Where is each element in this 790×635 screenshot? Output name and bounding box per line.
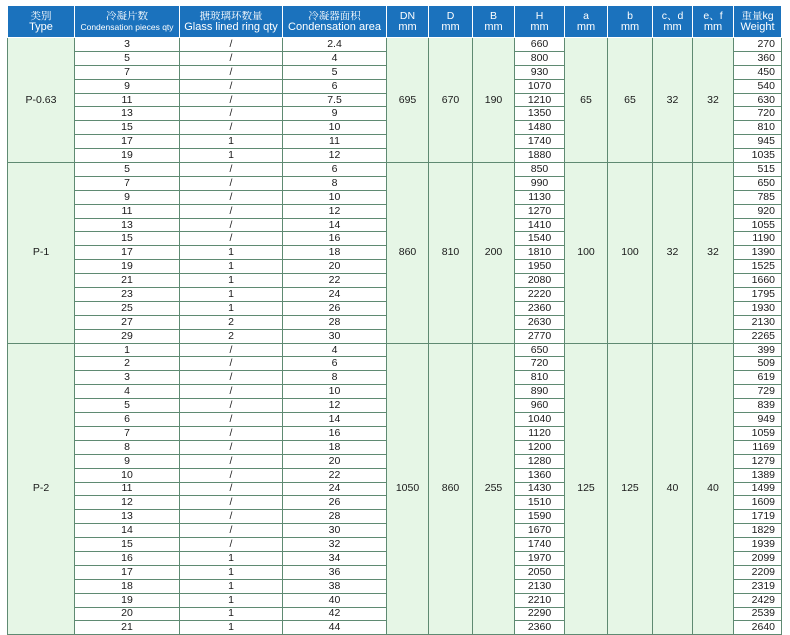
area-cell: 30 [283, 524, 387, 538]
h-cell: 960 [515, 399, 565, 413]
header-ef-en: mm [703, 21, 723, 33]
header-rings-cn: 搪玻璃环数量 [199, 10, 263, 22]
rings-cell: / [180, 232, 283, 246]
h-cell: 1590 [515, 510, 565, 524]
pieces-cell: 21 [75, 274, 180, 288]
header-dn-en: mm [398, 21, 417, 33]
weight-cell: 920 [734, 204, 782, 218]
header-type [8, 6, 75, 38]
area-cell: 6 [283, 163, 387, 177]
rings-cell: 1 [180, 288, 283, 302]
weight-cell: 450 [734, 65, 782, 79]
pieces-cell: 3 [75, 38, 180, 52]
weight-cell: 1829 [734, 524, 782, 538]
pieces-cell: 29 [75, 329, 180, 343]
header-cd [653, 6, 693, 38]
pieces-cell: 11 [75, 93, 180, 107]
pieces-cell: 18 [75, 579, 180, 593]
area-cell: 10 [283, 190, 387, 204]
cd-cell: 40 [653, 343, 693, 635]
h-cell: 800 [515, 51, 565, 65]
area-cell: 12 [283, 204, 387, 218]
weight-cell: 360 [734, 51, 782, 65]
pieces-cell: 15 [75, 232, 180, 246]
b-dim-cell: 125 [608, 343, 653, 635]
weight-cell: 2265 [734, 329, 782, 343]
h-cell: 1280 [515, 454, 565, 468]
condenser-spec-table [7, 5, 782, 635]
area-cell: 4 [283, 343, 387, 357]
rings-cell: / [180, 413, 283, 427]
b-dim-cell: 65 [608, 38, 653, 163]
pieces-cell: 27 [75, 315, 180, 329]
header-b-cn: B [489, 10, 497, 22]
rings-cell: / [180, 93, 283, 107]
weight-cell: 540 [734, 79, 782, 93]
h-cell: 1540 [515, 232, 565, 246]
header-pieces-en: Condensation pieces qty [80, 21, 174, 32]
rings-cell: 1 [180, 135, 283, 149]
weight-cell: 1660 [734, 274, 782, 288]
header-weight-en: Weight [740, 21, 775, 33]
weight-cell: 2209 [734, 565, 782, 579]
weight-cell: 1499 [734, 482, 782, 496]
h-cell: 2210 [515, 593, 565, 607]
weight-cell: 2539 [734, 607, 782, 621]
weight-cell: 1939 [734, 538, 782, 552]
rings-cell: 1 [180, 551, 283, 565]
pieces-cell: 5 [75, 51, 180, 65]
area-cell: 6 [283, 357, 387, 371]
pieces-cell: 14 [75, 524, 180, 538]
area-cell: 5 [283, 65, 387, 79]
h-cell: 1970 [515, 551, 565, 565]
table-row [8, 163, 782, 177]
weight-cell: 1169 [734, 440, 782, 454]
area-cell: 11 [283, 135, 387, 149]
h-cell: 930 [515, 65, 565, 79]
area-cell: 24 [283, 288, 387, 302]
header-d-cn: D [446, 10, 455, 22]
header-dn-cn: DN [399, 10, 416, 22]
rings-cell: 1 [180, 246, 283, 260]
weight-cell: 2099 [734, 551, 782, 565]
header-weight-cn: 重量kg [741, 10, 774, 22]
header-h [515, 6, 565, 38]
weight-cell: 2429 [734, 593, 782, 607]
d-cell: 860 [429, 343, 473, 635]
area-cell: 7.5 [283, 93, 387, 107]
a-cell: 100 [565, 163, 608, 344]
pieces-cell: 20 [75, 607, 180, 621]
rings-cell: 1 [180, 149, 283, 163]
dn-cell: 1050 [387, 343, 429, 635]
h-cell: 2360 [515, 301, 565, 315]
h-cell: 1740 [515, 135, 565, 149]
rings-cell: / [180, 371, 283, 385]
pieces-cell: 19 [75, 260, 180, 274]
rings-cell: / [180, 440, 283, 454]
area-cell: 14 [283, 413, 387, 427]
area-cell: 22 [283, 274, 387, 288]
header-area-cn: 冷凝器面积 [308, 10, 361, 22]
weight-cell: 949 [734, 413, 782, 427]
area-cell: 18 [283, 440, 387, 454]
h-cell: 1430 [515, 482, 565, 496]
h-cell: 1070 [515, 79, 565, 93]
table-header [8, 6, 782, 38]
h-cell: 2290 [515, 607, 565, 621]
pieces-cell: 6 [75, 413, 180, 427]
table-body [8, 38, 782, 635]
header-rings-en: Glass lined ring qty [184, 21, 278, 33]
pieces-cell: 5 [75, 399, 180, 413]
area-cell: 44 [283, 621, 387, 635]
cd-cell: 32 [653, 38, 693, 163]
pieces-cell: 17 [75, 135, 180, 149]
h-cell: 1670 [515, 524, 565, 538]
weight-cell: 650 [734, 176, 782, 190]
weight-cell: 619 [734, 371, 782, 385]
h-cell: 1810 [515, 246, 565, 260]
area-cell: 18 [283, 246, 387, 260]
pieces-cell: 13 [75, 107, 180, 121]
pieces-cell: 4 [75, 385, 180, 399]
h-cell: 1360 [515, 468, 565, 482]
weight-cell: 1609 [734, 496, 782, 510]
area-cell: 16 [283, 232, 387, 246]
rings-cell: / [180, 121, 283, 135]
weight-cell: 1035 [734, 149, 782, 163]
h-cell: 1210 [515, 93, 565, 107]
header-dn [387, 6, 429, 38]
pieces-cell: 17 [75, 565, 180, 579]
b-cell: 255 [473, 343, 515, 635]
header-d-en: mm [441, 21, 460, 33]
header-weight [734, 6, 782, 38]
weight-cell: 1055 [734, 218, 782, 232]
pieces-cell: 17 [75, 246, 180, 260]
weight-cell: 1190 [734, 232, 782, 246]
area-cell: 10 [283, 121, 387, 135]
weight-cell: 1059 [734, 426, 782, 440]
rings-cell: 1 [180, 579, 283, 593]
pieces-cell: 19 [75, 149, 180, 163]
h-cell: 1410 [515, 218, 565, 232]
h-cell: 1480 [515, 121, 565, 135]
header-rings [180, 6, 283, 38]
area-cell: 20 [283, 454, 387, 468]
ef-cell: 32 [693, 38, 734, 163]
area-cell: 28 [283, 315, 387, 329]
rings-cell: 1 [180, 274, 283, 288]
h-cell: 2770 [515, 329, 565, 343]
weight-cell: 1279 [734, 454, 782, 468]
pieces-cell: 19 [75, 593, 180, 607]
header-h-cn: H [535, 10, 544, 22]
area-cell: 6 [283, 79, 387, 93]
weight-cell: 2130 [734, 315, 782, 329]
rings-cell: 1 [180, 621, 283, 635]
h-cell: 850 [515, 163, 565, 177]
pieces-cell: 13 [75, 218, 180, 232]
header-ef-cn: e、f [703, 10, 723, 22]
b-cell: 200 [473, 163, 515, 344]
pieces-cell: 9 [75, 190, 180, 204]
rings-cell: / [180, 426, 283, 440]
rings-cell: / [180, 51, 283, 65]
spec-table-container [7, 5, 781, 634]
area-cell: 4 [283, 51, 387, 65]
header-area-en: Condensation area [288, 21, 381, 33]
rings-cell: / [180, 496, 283, 510]
cd-cell: 32 [653, 163, 693, 344]
rings-cell: 1 [180, 301, 283, 315]
h-cell: 2220 [515, 288, 565, 302]
h-cell: 1270 [515, 204, 565, 218]
a-cell: 125 [565, 343, 608, 635]
weight-cell: 810 [734, 121, 782, 135]
pieces-cell: 15 [75, 121, 180, 135]
rings-cell: / [180, 468, 283, 482]
h-cell: 1950 [515, 260, 565, 274]
pieces-cell: 12 [75, 496, 180, 510]
area-cell: 42 [283, 607, 387, 621]
rings-cell: 1 [180, 607, 283, 621]
header-bb [608, 6, 653, 38]
header-d [429, 6, 473, 38]
type-cell: P-0.63 [8, 38, 75, 163]
weight-cell: 1389 [734, 468, 782, 482]
weight-cell: 399 [734, 343, 782, 357]
table-row [8, 343, 782, 357]
h-cell: 990 [515, 176, 565, 190]
weight-cell: 1390 [734, 246, 782, 260]
dn-cell: 860 [387, 163, 429, 344]
area-cell: 24 [283, 482, 387, 496]
b-dim-cell: 100 [608, 163, 653, 344]
rings-cell: / [180, 385, 283, 399]
rings-cell: / [180, 190, 283, 204]
h-cell: 2130 [515, 579, 565, 593]
pieces-cell: 16 [75, 551, 180, 565]
h-cell: 2630 [515, 315, 565, 329]
h-cell: 1510 [515, 496, 565, 510]
rings-cell: 2 [180, 329, 283, 343]
rings-cell: / [180, 510, 283, 524]
rings-cell: / [180, 38, 283, 52]
area-cell: 12 [283, 399, 387, 413]
header-type-cn: 类别 [30, 10, 52, 22]
header-row [8, 6, 782, 38]
area-cell: 8 [283, 371, 387, 385]
pieces-cell: 9 [75, 454, 180, 468]
area-cell: 12 [283, 149, 387, 163]
rings-cell: / [180, 482, 283, 496]
weight-cell: 1795 [734, 288, 782, 302]
rings-cell: 1 [180, 593, 283, 607]
h-cell: 660 [515, 38, 565, 52]
rings-cell: / [180, 454, 283, 468]
weight-cell: 270 [734, 38, 782, 52]
rings-cell: / [180, 524, 283, 538]
weight-cell: 839 [734, 399, 782, 413]
rings-cell: / [180, 176, 283, 190]
header-cd-en: mm [663, 21, 682, 33]
weight-cell: 1525 [734, 260, 782, 274]
pieces-cell: 15 [75, 538, 180, 552]
header-b [473, 6, 515, 38]
area-cell: 34 [283, 551, 387, 565]
area-cell: 8 [283, 176, 387, 190]
area-cell: 14 [283, 218, 387, 232]
weight-cell: 1719 [734, 510, 782, 524]
pieces-cell: 11 [75, 204, 180, 218]
h-cell: 890 [515, 385, 565, 399]
pieces-cell: 23 [75, 288, 180, 302]
h-cell: 1040 [515, 413, 565, 427]
weight-cell: 630 [734, 93, 782, 107]
b-cell: 190 [473, 38, 515, 163]
rings-cell: 2 [180, 315, 283, 329]
rings-cell: / [180, 218, 283, 232]
area-cell: 26 [283, 301, 387, 315]
header-ef [693, 6, 734, 38]
area-cell: 9 [283, 107, 387, 121]
weight-cell: 945 [734, 135, 782, 149]
weight-cell: 720 [734, 107, 782, 121]
weight-cell: 1930 [734, 301, 782, 315]
area-cell: 2.4 [283, 38, 387, 52]
pieces-cell: 1 [75, 343, 180, 357]
type-cell: P-2 [8, 343, 75, 635]
header-a-cn: a [583, 10, 589, 22]
dn-cell: 695 [387, 38, 429, 163]
rings-cell: / [180, 204, 283, 218]
ef-cell: 40 [693, 343, 734, 635]
pieces-cell: 3 [75, 371, 180, 385]
pieces-cell: 13 [75, 510, 180, 524]
rings-cell: 1 [180, 260, 283, 274]
area-cell: 22 [283, 468, 387, 482]
weight-cell: 509 [734, 357, 782, 371]
h-cell: 1200 [515, 440, 565, 454]
type-cell: P-1 [8, 163, 75, 344]
table-row [8, 38, 782, 52]
area-cell: 40 [283, 593, 387, 607]
area-cell: 16 [283, 426, 387, 440]
pieces-cell: 7 [75, 176, 180, 190]
area-cell: 26 [283, 496, 387, 510]
h-cell: 810 [515, 371, 565, 385]
a-cell: 65 [565, 38, 608, 163]
h-cell: 650 [515, 343, 565, 357]
h-cell: 2360 [515, 621, 565, 635]
d-cell: 670 [429, 38, 473, 163]
weight-cell: 785 [734, 190, 782, 204]
pieces-cell: 25 [75, 301, 180, 315]
rings-cell: / [180, 163, 283, 177]
rings-cell: 1 [180, 565, 283, 579]
header-a-en: mm [576, 21, 596, 33]
h-cell: 1880 [515, 149, 565, 163]
header-pieces-cn: 冷凝片数 [106, 10, 148, 22]
rings-cell: / [180, 357, 283, 371]
area-cell: 38 [283, 579, 387, 593]
weight-cell: 729 [734, 385, 782, 399]
area-cell: 30 [283, 329, 387, 343]
header-cd-cn: c、d [661, 10, 684, 22]
pieces-cell: 7 [75, 65, 180, 79]
weight-cell: 2640 [734, 621, 782, 635]
h-cell: 1350 [515, 107, 565, 121]
header-bb-en: mm [620, 21, 640, 33]
area-cell: 20 [283, 260, 387, 274]
area-cell: 28 [283, 510, 387, 524]
header-pieces [75, 6, 180, 38]
area-cell: 10 [283, 385, 387, 399]
pieces-cell: 2 [75, 357, 180, 371]
rings-cell: / [180, 538, 283, 552]
h-cell: 2080 [515, 274, 565, 288]
area-cell: 32 [283, 538, 387, 552]
header-type-en: Type [29, 21, 53, 33]
weight-cell: 515 [734, 163, 782, 177]
header-area [283, 6, 387, 38]
pieces-cell: 7 [75, 426, 180, 440]
header-b-en: mm [484, 21, 503, 33]
ef-cell: 32 [693, 163, 734, 344]
rings-cell: / [180, 399, 283, 413]
h-cell: 1130 [515, 190, 565, 204]
header-bb-cn: b [627, 10, 633, 22]
rings-cell: / [180, 107, 283, 121]
pieces-cell: 10 [75, 468, 180, 482]
h-cell: 2050 [515, 565, 565, 579]
rings-cell: / [180, 343, 283, 357]
header-h-en: mm [530, 21, 549, 33]
header-a [565, 6, 608, 38]
h-cell: 720 [515, 357, 565, 371]
h-cell: 1740 [515, 538, 565, 552]
rings-cell: / [180, 65, 283, 79]
pieces-cell: 9 [75, 79, 180, 93]
weight-cell: 2319 [734, 579, 782, 593]
d-cell: 810 [429, 163, 473, 344]
h-cell: 1120 [515, 426, 565, 440]
pieces-cell: 21 [75, 621, 180, 635]
pieces-cell: 5 [75, 163, 180, 177]
pieces-cell: 11 [75, 482, 180, 496]
area-cell: 36 [283, 565, 387, 579]
rings-cell: / [180, 79, 283, 93]
pieces-cell: 8 [75, 440, 180, 454]
